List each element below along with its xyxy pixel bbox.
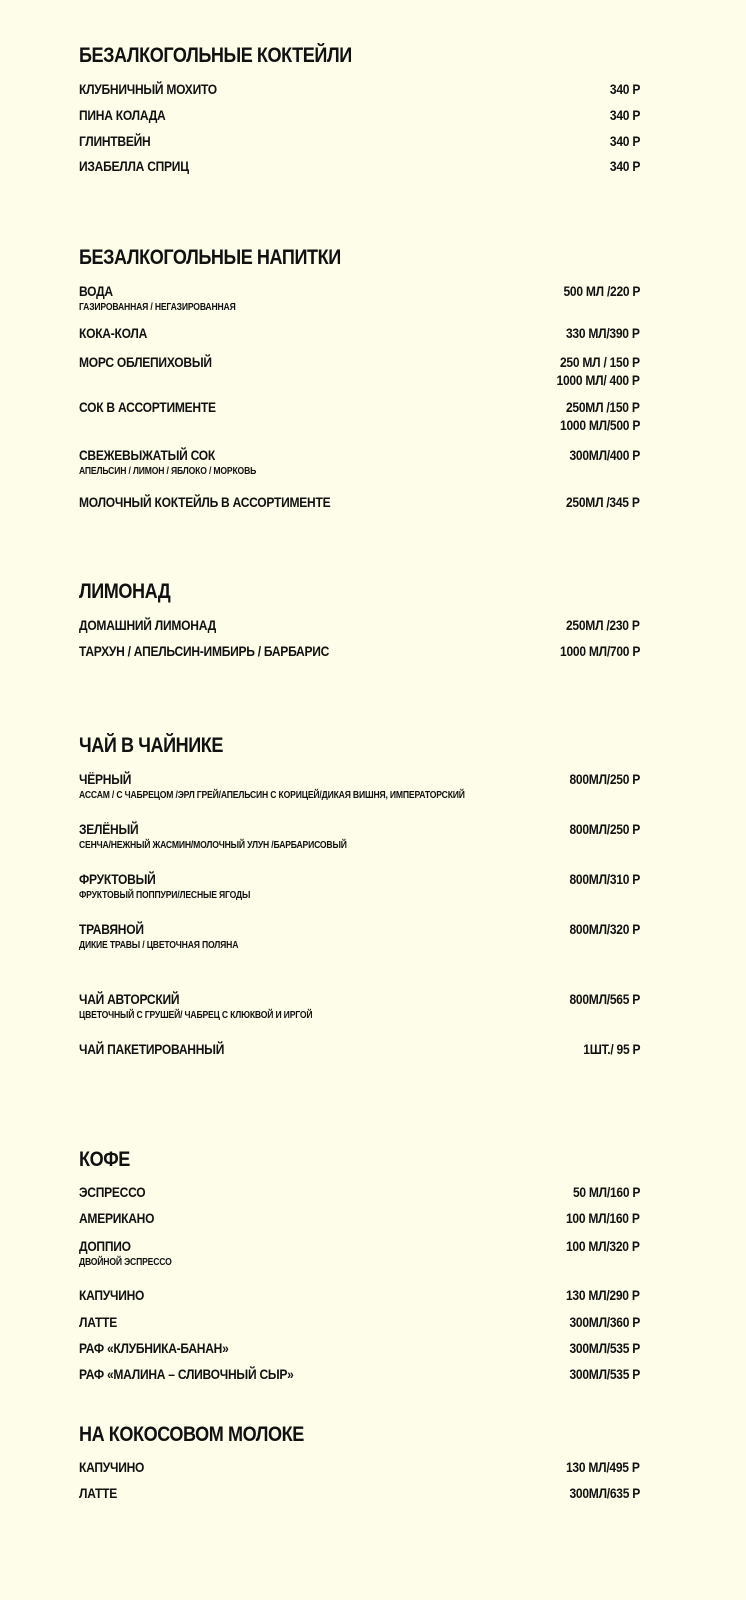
section-title-lemonade: ЛИМОНАД [79,580,171,603]
item-price: 100 МЛ/160 Р [566,1210,640,1226]
item-price: 130 МЛ/495 Р [566,1459,640,1475]
item-name: РАФ «МАЛИНА – СЛИВОЧНЫЙ СЫР» [79,1366,294,1382]
item-name: ЛАТТЕ [79,1485,118,1501]
item-description: ДИКИЕ ТРАВЫ / ЦВЕТОЧНАЯ ПОЛЯНА [79,940,239,951]
item-name: ЧЁРНЫЙ [79,771,132,787]
item-name: РАФ «КЛУБНИКА-БАНАН» [79,1340,229,1356]
item-price: 1ШТ./ 95 Р [582,1041,640,1057]
item-price: 330 МЛ/390 Р [566,325,640,341]
item-name: МОЛОЧНЫЙ КОКТЕЙЛЬ В АССОРТИМЕНТЕ [79,494,331,510]
item-price: 300МЛ/360 Р [569,1314,640,1330]
item-price: 800МЛ/250 Р [569,821,640,837]
item-description: АССАМ / С ЧАБРЕЦОМ /ЭРЛ ГРЕЙ/АПЕЛЬСИН С КОРИЦЕЙ/ДИКАЯ ВИШНЯ, ИМПЕРАТОРСКИЙ [79,790,465,801]
item-price-secondary: 1000 МЛ/ 400 Р [556,372,640,388]
item-name: АМЕРИКАНО [79,1210,155,1226]
item-price: 100 МЛ/320 Р [566,1238,640,1254]
item-description: АПЕЛЬСИН / ЛИМОН / ЯБЛОКО / МОРКОВЬ [79,466,257,477]
item-name: КОКА-КОЛА [79,325,148,341]
item-name: ЗЕЛЁНЫЙ [79,821,139,837]
item-name: ГЛИНТВЕЙН [79,133,151,149]
item-description: ДВОЙНОЙ ЭСПРЕССО [79,1257,172,1268]
item-description: ФРУКТОВЫЙ ПОППУРИ/ЛЕСНЫЕ ЯГОДЫ [79,890,251,901]
item-price: 130 МЛ/290 Р [566,1287,640,1303]
item-name: ДОМАШНИЙ ЛИМОНАД [79,617,216,633]
item-price: 250МЛ /150 Р [566,399,640,415]
item-price: 1000 МЛ/700 Р [559,643,640,659]
section-title-nonalcoholic-cocktails: БЕЗАЛКОГОЛЬНЫЕ КОКТЕЙЛИ [79,44,352,67]
item-description: ЦВЕТОЧНЫЙ С ГРУШЕЙ/ ЧАБРЕЦ С КЛЮКВОЙ И ИРГОЙ [79,1010,313,1021]
item-price: 300МЛ/635 Р [569,1485,640,1501]
item-name: ТАРХУН / АПЕЛЬСИН-ИМБИРЬ / БАРБАРИС [79,643,330,659]
item-price-secondary: 1000 МЛ/500 Р [559,417,640,433]
section-title-nonalcoholic-drinks: БЕЗАЛКОГОЛЬНЫЕ НАПИТКИ [79,246,341,269]
item-price: 800МЛ/565 Р [569,991,640,1007]
item-price: 500 МЛ /220 Р [563,283,640,299]
item-price: 340 Р [609,107,640,123]
item-name: ЭСПРЕССО [79,1184,146,1200]
item-price: 50 МЛ/160 Р [572,1184,640,1200]
section-title-tea: ЧАЙ В ЧАЙНИКЕ [79,734,224,757]
item-price: 250МЛ /230 Р [566,617,640,633]
item-name: КАПУЧИНО [79,1287,145,1303]
item-price: 300МЛ/535 Р [569,1366,640,1382]
item-name: КАПУЧИНО [79,1459,145,1475]
item-price: 800МЛ/310 Р [569,871,640,887]
item-price: 340 Р [609,133,640,149]
item-description: ГАЗИРОВАННАЯ / НЕГАЗИРОВАННАЯ [79,302,236,313]
item-price: 800МЛ/320 Р [569,921,640,937]
item-name: ЧАЙ АВТОРСКИЙ [79,991,180,1007]
item-name: ДОППИО [79,1238,131,1254]
item-price: 250 МЛ / 150 Р [560,354,640,370]
item-price: 800МЛ/250 Р [569,771,640,787]
section-title-coffee: КОФЕ [79,1148,130,1171]
item-price: 300МЛ/400 Р [569,447,640,463]
item-description: СЕНЧА/НЕЖНЫЙ ЖАСМИН/МОЛОЧНЫЙ УЛУН /БАРБАРИСОВЫЙ [79,840,347,851]
item-price: 340 Р [609,158,640,174]
item-price: 300МЛ/535 Р [569,1340,640,1356]
item-name: ЧАЙ ПАКЕТИРОВАННЫЙ [79,1041,225,1057]
item-name: СОК В АССОРТИМЕНТЕ [79,399,216,415]
item-price: 340 Р [609,81,640,97]
item-price: 250МЛ /345 Р [566,494,640,510]
item-name: ТРАВЯНОЙ [79,921,144,937]
item-name: ЛАТТЕ [79,1314,118,1330]
item-name: СВЕЖЕВЫЖАТЫЙ СОК [79,447,215,463]
item-name: МОРС ОБЛЕПИХОВЫЙ [79,354,212,370]
item-name: ПИНА КОЛАДА [79,107,166,123]
item-name: КЛУБНИЧНЫЙ МОХИТО [79,81,217,97]
item-name: ИЗАБЕЛЛА СПРИЦ [79,158,189,174]
item-name: ВОДА [79,283,113,299]
section-title-coconut-milk: НА КОКОСОВОМ МОЛОКЕ [79,1423,304,1446]
item-name: ФРУКТОВЫЙ [79,871,156,887]
